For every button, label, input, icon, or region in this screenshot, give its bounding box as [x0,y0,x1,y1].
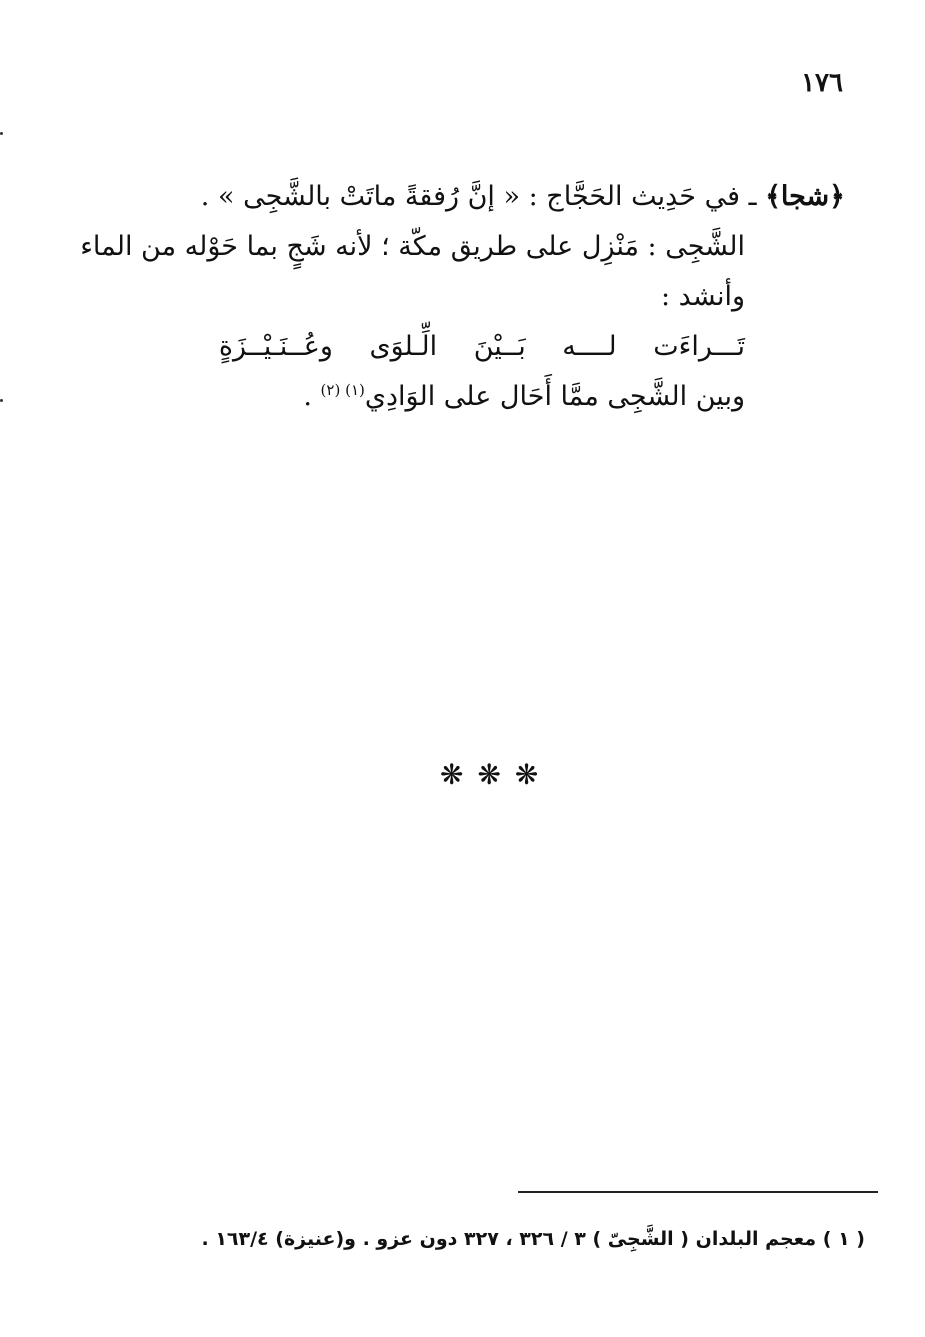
dictionary-entry [80,172,845,422]
poem-verse-2-text: وبين الشَّجِى ممَّا أَحَال على الوَادِي [364,381,745,412]
page-number: ١٧٦ [801,68,843,98]
poem-verse-1: تَـــراءَت لــــه بَــيْنَ الِّـلوَى وعُــنَـيْــزَةٍ [218,331,745,362]
entry-line-2: الشَّجِى : مَنْزِل على طريق مكّة ؛ لأنه شَجٍ بما حَوْله من الماء [80,231,745,262]
margin-mark-top [0,132,3,135]
entry-headword: ﴿شجا﴾ [765,181,845,212]
poem-verse-2 [85,372,745,422]
footnote-reference-marks: (١) (٢) [320,381,365,399]
margin-mark-middle [0,399,3,402]
footnote: ( ١ ) معجم البلدان ( الشَّجِىّ ) ٣ / ٣٢٦ ، ٣٢٧ دون عزو . و(عنيزة) ١٦٣/٤ . [201,1228,865,1250]
section-separator-stars: ❋❋❋ [440,758,553,791]
entry-line-1 [85,172,845,222]
entry-line-3: وأنشد : [661,281,745,312]
footnote-rule [518,1191,878,1193]
entry-hadith-text: ـ في حَدِيث الحَجَّاج : « إنَّ رُفقةً ماتَتْ بالشَّجِى » . [200,181,766,212]
poem-verse-2-end: . [303,381,321,412]
